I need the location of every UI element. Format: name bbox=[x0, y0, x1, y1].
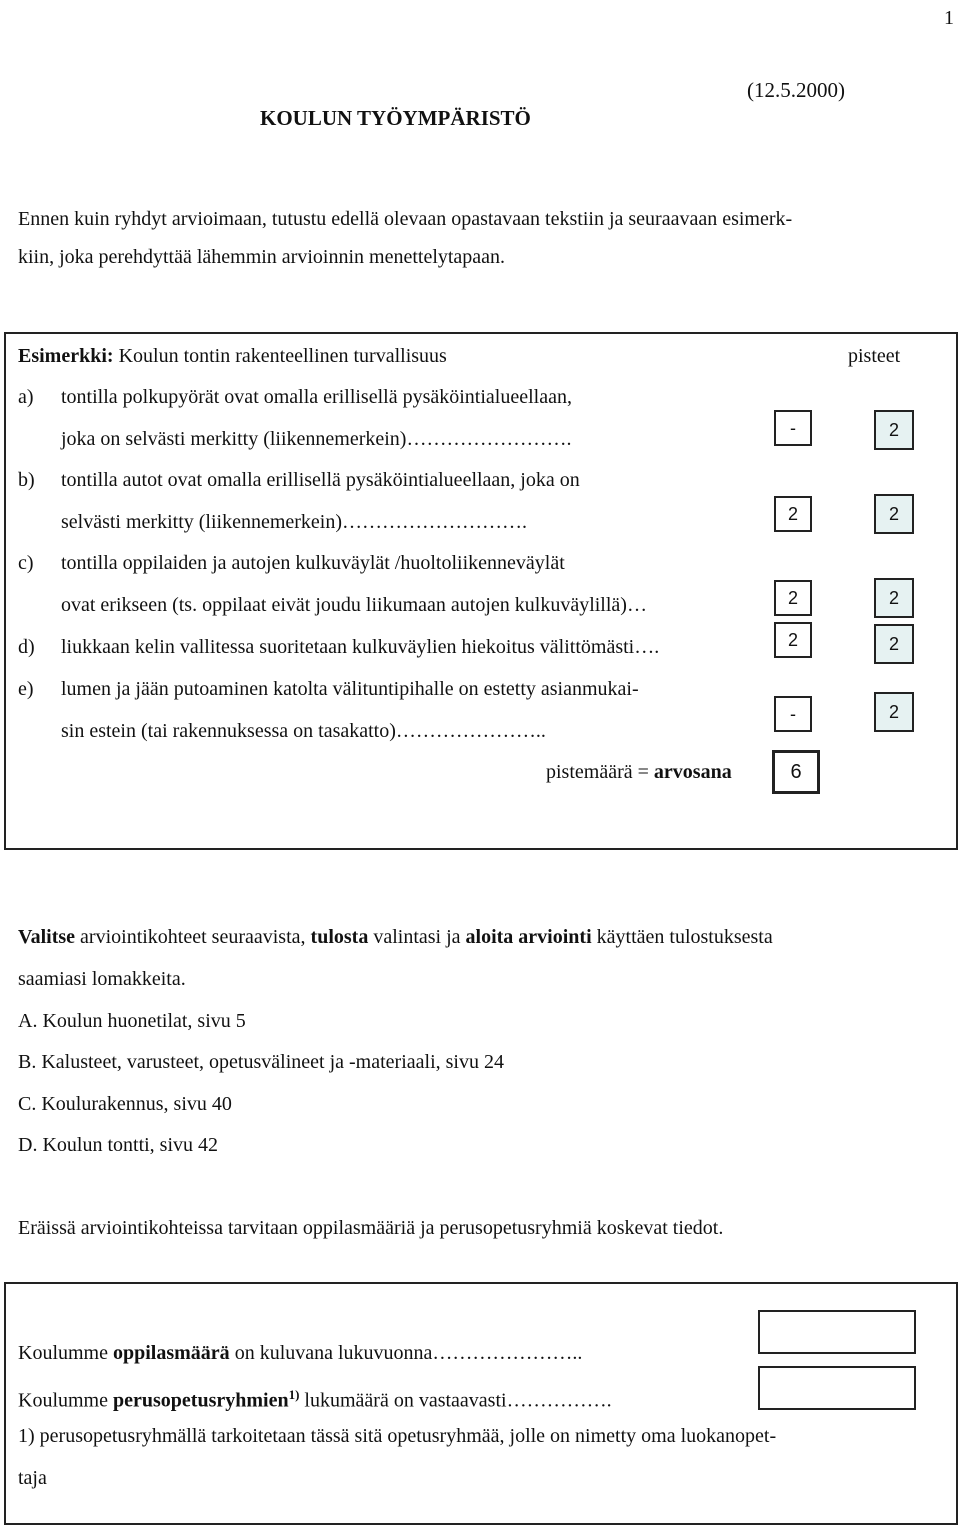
document-date: (12.5.2000) bbox=[747, 78, 845, 102]
footnote-marker: 1) bbox=[288, 1387, 300, 1402]
total-label-bold: arvosana bbox=[653, 761, 732, 783]
item-a-line-1: tontilla polkupyörät ovat omalla erillisellä pysäköintialueellaan, bbox=[61, 386, 572, 408]
item-a-score-left: - bbox=[774, 410, 812, 446]
item-d-score-right: 2 bbox=[874, 624, 914, 664]
option-c bbox=[18, 1092, 232, 1116]
form-row1-pre: Koulumme bbox=[18, 1342, 113, 1364]
form-row1-post: on kuluvana lukuvuonna………………….. bbox=[229, 1342, 583, 1364]
instructions-line-1 bbox=[18, 925, 773, 949]
option-a-text: Koulun huonetilat, sivu 5 bbox=[42, 1010, 246, 1032]
example-heading-text: Koulun tontin rakenteellinen turvallisuus bbox=[113, 345, 447, 367]
points-header: pisteet bbox=[848, 345, 901, 367]
item-e-line-1: lumen ja jään putoaminen katolta välituntipihalle on estetty asianmukai- bbox=[61, 678, 639, 700]
option-c-text: Koulurakennus, sivu 40 bbox=[41, 1093, 232, 1115]
student-count-input[interactable] bbox=[758, 1310, 916, 1354]
item-b-letter: b) bbox=[18, 469, 35, 491]
footnote-line-2: taja bbox=[18, 1467, 47, 1489]
item-e-score-left: - bbox=[774, 696, 812, 732]
option-b bbox=[18, 1050, 504, 1074]
item-e-score-right: 2 bbox=[874, 692, 914, 732]
option-d bbox=[18, 1133, 218, 1157]
total-label-text: pistemäärä = bbox=[546, 761, 654, 783]
item-e-letter: e) bbox=[18, 678, 34, 700]
item-a-line-2: joka on selvästi merkitty (liikennemerkein)……………………. bbox=[61, 428, 572, 450]
form-row2-pre: Koulumme bbox=[18, 1389, 113, 1412]
option-a-letter: A. bbox=[18, 1010, 38, 1032]
option-d-text: Koulun tontti, sivu 42 bbox=[42, 1134, 219, 1156]
item-c-line-2: ovat erikseen (ts. oppilaat eivät joudu liikumaan autojen kulkuväylillä)… bbox=[61, 594, 647, 616]
item-c-score-right: 2 bbox=[874, 578, 914, 618]
item-c-score-left: 2 bbox=[774, 580, 812, 616]
item-b-score-right: 2 bbox=[874, 494, 914, 534]
option-a bbox=[18, 1009, 246, 1033]
instr-word-1: Valitse bbox=[18, 926, 76, 948]
instr-text-1: arviointikohteet seuraavista, bbox=[75, 926, 311, 948]
page-number: 1 bbox=[944, 7, 954, 29]
option-b-letter: B. bbox=[18, 1051, 37, 1073]
instr-text-3: käyttäen tulostuksesta bbox=[591, 926, 773, 948]
option-c-letter: C. bbox=[18, 1093, 37, 1115]
total-label bbox=[546, 760, 732, 784]
item-b-line-2: selvästi merkitty (liikennemerkein)………………………. bbox=[61, 511, 528, 533]
example-label: Esimerkki: bbox=[18, 345, 114, 367]
item-e-line-2: sin estein (tai rakennuksessa on tasakatto)………………….. bbox=[61, 720, 546, 742]
item-b-score-left: 2 bbox=[774, 496, 812, 532]
instr-text-2: valintasi ja bbox=[368, 926, 466, 948]
option-d-letter: D. bbox=[18, 1134, 38, 1156]
item-d-line-1: liukkaan kelin vallitessa suoritetaan kulkuväylien hiekoitus välittömästi…. bbox=[61, 636, 660, 658]
group-count-input[interactable] bbox=[758, 1366, 916, 1410]
form-row1-bold: oppilasmäärä bbox=[113, 1342, 230, 1364]
form-row2-post: lukumäärä on vastaavasti……………. bbox=[299, 1389, 612, 1412]
note-text: Eräissä arviointikohteissa tarvitaan oppilasmääriä ja perusopetusryhmiä koskevat tiedot. bbox=[18, 1217, 724, 1239]
item-d-letter: d) bbox=[18, 636, 35, 658]
item-a-letter: a) bbox=[18, 386, 34, 408]
item-a-score-right: 2 bbox=[874, 410, 914, 450]
total-score: 6 bbox=[772, 750, 820, 794]
form-row-students bbox=[18, 1341, 582, 1365]
instructions-line-2: saamiasi lomakkeita. bbox=[18, 968, 186, 990]
example-heading bbox=[18, 344, 447, 368]
item-c-letter: c) bbox=[18, 552, 34, 574]
intro-line-1: Ennen kuin ryhdyt arvioimaan, tutustu edellä olevaan opastavaan tekstiin ja seuraavaan esimerk- bbox=[18, 208, 793, 230]
instr-word-3: aloita arviointi bbox=[465, 926, 592, 948]
footnote-line-1: 1) perusopetusryhmällä tarkoitetaan tässä sitä opetusryhmää, jolle on nimetty oma luokanopet- bbox=[18, 1425, 777, 1447]
item-d-score-left: 2 bbox=[774, 622, 812, 658]
form-row-groups bbox=[18, 1383, 612, 1413]
form-row2-bold: perusopetusryhmien bbox=[113, 1389, 289, 1412]
page-title: KOULUN TYÖYMPÄRISTÖ bbox=[260, 106, 531, 130]
instr-word-2: tulosta bbox=[310, 926, 369, 948]
intro-line-2: kiin, joka perehdyttää lähemmin arvioinnin menettelytapaan. bbox=[18, 246, 506, 268]
option-b-text: Kalusteet, varusteet, opetusvälineet ja -materiaali, sivu 24 bbox=[41, 1051, 504, 1073]
item-b-line-1: tontilla autot ovat omalla erillisellä pysäköintialueellaan, joka on bbox=[61, 469, 580, 491]
item-c-line-1: tontilla oppilaiden ja autojen kulkuväylät /huoltoliikenneväylät bbox=[61, 552, 565, 574]
